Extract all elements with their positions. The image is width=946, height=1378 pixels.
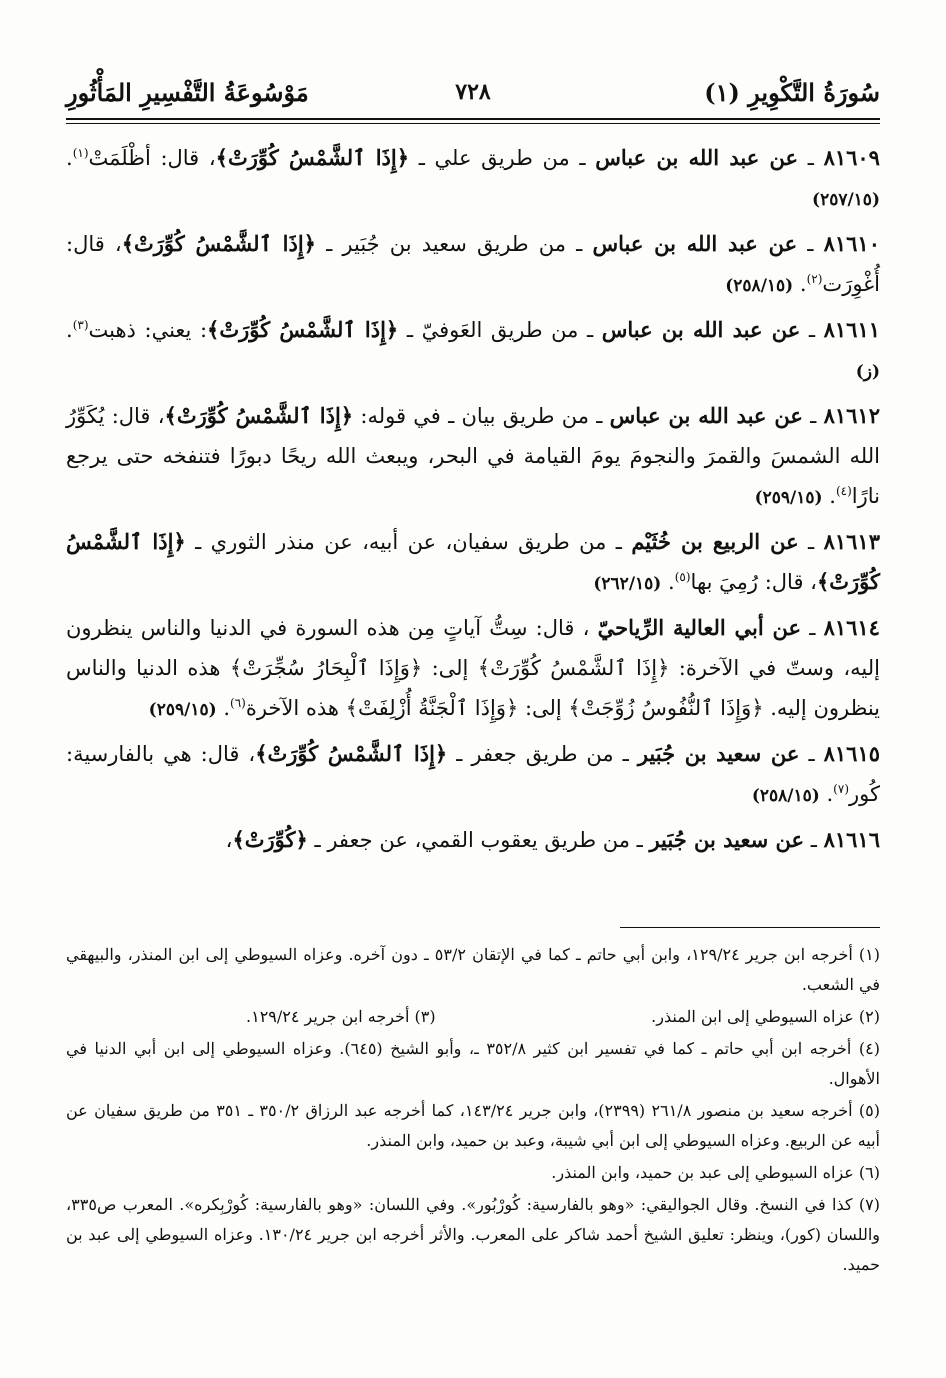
entry-quran: ﴿كُوِّرَتْ﴾ [232,827,308,852]
entry-reference: (٢٦٢/١٥) [593,574,662,594]
entry-number: ٨١٦١٤ [823,615,880,640]
entry-chain: ـ من طريق جعفر ـ [456,742,629,766]
entry-quran: ﴿إِذَا ٱلشَّمْسُ كُوِّرَتْ﴾ [164,403,354,428]
narration-entry: ٨١٦١٤ ـ عن أبي العالية الرِّياحيّ ، قال: سِتُّ آياتٍ مِن هذه السورة في الدنيا والناس ينظرون إليه، وستّ في الآخرة: ﴿إِذَا ٱلشَّمْسُ كُوِّرَتْ﴾ إلى: ﴿وَإِذَا ٱلْبِحَارُ سُجِّرَتْ﴾ هذه الدنيا والناس ينظرون إليه. ﴿وَإِذَا ٱلنُّفُوسُ زُوِّجَتْ﴾ إلى: ﴿وَإِذَا ٱلْجَنَّةُ أُزْلِفَتْ﴾ هذه الآخرة$^{(٦)}$. (٢٥٩/١٥) [66,615,880,720]
entry-chain: ، قال: [535,616,590,640]
footnote-2: (٢) عزاه السيوطي إلى ابن المنذر. [651,1007,880,1026]
entries-list [66,138,880,862]
entry-tail: . [223,696,231,720]
narration-entry: ٨١٦١٠ ـ عن عبد الله بن عباس ـ من طريق سعيد بن جُبَير ـ ﴿إِذَا ٱلشَّمْسُ كُوِّرَتْ﴾، قال: أُغْوِرَت$^{(٢)}$. (٢٥٨/١٥) [66,231,880,296]
entry-tail: . [668,570,675,594]
entry-chain: ـ من طريق علي ـ [418,146,586,170]
entry-reference: (٢٥٩/١٥) [754,488,823,508]
entry-text: ، قال: رُمِيَ بها [690,570,817,594]
entry-reference: (ز) [855,362,880,382]
footnote-pair [66,1002,880,1032]
entry-text: : يعني: ذهبت [88,318,208,342]
entry-footnote-marker: (١) [72,146,89,160]
entry-narrator: عن عبد الله بن عباس [609,403,803,428]
narration-entry: ٨١٦١٥ ـ عن سعيد بن جُبَير ـ من طريق جعفر ـ ﴿إِذَا ٱلشَّمْسُ كُوِّرَتْ﴾، قال: هي بالفارسية: كُور$^{(٧)}$. (٢٥٨/١٥) [66,741,881,806]
header-rule-thin [66,123,880,124]
entry-quran: ﴿إِذَا ٱلشَّمْسُ كُوِّرَتْ﴾ [207,317,399,342]
entry-number: ٨١٦٠٩ [823,145,880,170]
entry-footnote-marker: (٢) [806,272,823,286]
entry-footnote-marker: (٥) [674,570,691,584]
entry-number: ٨١٦١٣ [823,529,880,554]
entry-quran: ﴿إِذَا ٱلشَّمْسُ كُوِّرَتْ﴾ [121,231,316,256]
footnote-5: (٥) أخرجه سعيد بن منصور ٢٦١/٨ (٢٣٩٩)، وابن جرير ١٤٣/٢٤، كما أخرجه عبد الرزاق ٣٥٠/٢ ـ ٣٥١ من طريق سفيان عن أبيه عن الربيع. وعزاه السيوطي إلى ابن أبي شيبة، وعبد بن حميد، وابن المنذر. [66,1101,880,1150]
entry-narrator: عن عبد الله بن عباس [601,317,801,342]
entry-narrator: عن عبد الله بن عباس [595,145,799,170]
footnote-separator [620,927,880,928]
entry-footnote-marker: (٦) [230,696,246,710]
footnote-3: (٣) أخرجه ابن جرير ١٢٩/٢٤. [246,1007,436,1026]
entry-reference: (٢٥٩/١٥) [148,700,217,720]
entry-text: ، قال: هي بالفارسية: كُور [66,742,880,806]
entry-narrator: عن عبد الله بن عباس [592,231,798,256]
page-header [66,62,880,122]
narration-entry: ٨١٦١٣ ـ عن الربيع بن خُثَيْم ـ من طريق سفيان، عن أبيه، عن منذر الثوري ـ ﴿إِذَا ٱلشَّمْسُ كُوِّرَتْ﴾، قال: رُمِيَ بها$^{(٥)}$. (٢٦٢/١٥) [66,529,880,594]
entry-quran: ﴿إِذَا ٱلشَّمْسُ كُوِّرَتْ﴾ [66,529,880,594]
entry-footnote-marker: (٣) [72,318,89,332]
narration-entry: ٨١٦١٢ ـ عن عبد الله بن عباس ـ من طريق بيان ـ في قوله: ﴿إِذَا ٱلشَّمْسُ كُوِّرَتْ﴾، قال: يُكَوِّرُ الله الشمسَ والقمرَ والنجومَ يومَ القيامة في البحر، ويبعث الله ريحًا دبورًا فتنفخه حتى يرجع نارًا$^{(٤)}$. (٢٥٩/١٥) [66,403,880,508]
entry-tail: . [66,318,73,342]
entry-chain: ـ من طريق يعقوب القمي، عن جعفر ـ [314,828,643,852]
entry-text: سِتُّ آياتٍ مِن هذه السورة في الدنيا والناس ينظرون إليه، وستّ في الآخرة: ﴿إِذَا ٱلشَّمْسُ كُوِّرَتْ﴾ إلى: ﴿وَإِذَا ٱلْبِحَارُ سُجِّرَتْ﴾ هذه الدنيا والناس ينظرون إليه. ﴿وَإِذَا ٱلنُّفُوسُ زُوِّجَتْ﴾ إلى: ﴿وَإِذَا ٱلْجَنَّةُ أُزْلِفَتْ﴾ هذه الآخرة [66,616,880,720]
entry-narrator: عن أبي العالية الرِّياحيّ [597,615,802,640]
entry-number: ٨١٦١٠ [823,231,880,256]
footnote-6: (٦) عزاه السيوطي إلى عبد بن حميد، وابن المنذر. [551,1163,880,1182]
entry-chain: ـ من طريق بيان ـ في قوله: [360,404,603,428]
entry-text: ، [225,828,233,852]
main-text [66,138,880,866]
entry-tail: . [799,272,807,296]
entry-number: ٨١٦١١ [823,317,881,342]
surah-title: سُورَةُ التَّكْوِيرِ (١) [704,77,880,107]
page-number: ٧٢٨ [455,79,491,105]
entry-reference: (٢٥٨/١٥) [725,276,794,296]
entry-footnote-marker: (٧) [833,782,849,796]
entry-tail: . [826,782,834,806]
entry-number: ٨١٦١٥ [823,741,881,766]
entry-text: ، قال: يُكَوِّرُ الله الشمسَ والقمرَ والنجومَ يومَ القيامة في البحر، ويبعث الله ريحًا دبورًا فتنفخه حتى يرجع نارًا [66,404,880,508]
entry-chain: ـ من طريق العَوفيّ ـ [406,318,594,342]
entry-reference: (٢٥٨/١٥) [751,786,820,806]
entry-text: ، قال: أظْلَمَتْ [88,146,216,170]
book-title: مَوْسُوعَةُ التَّفْسِيرِ المَأْثُورِ [66,77,309,107]
narration-entry: ٨١٦١١ ـ عن عبد الله بن عباس ـ من طريق العَوفيّ ـ ﴿إِذَا ٱلشَّمْسُ كُوِّرَتْ﴾: يعني: ذهبت$^{(٣)}$. (ز) [66,317,881,382]
narration-entry: ٨١٦١٦ ـ عن سعيد بن جُبَير ـ من طريق يعقوب القمي، عن جعفر ـ ﴿كُوِّرَتْ﴾، [225,827,880,852]
narration-entry: ٨١٦٠٩ ـ عن عبد الله بن عباس ـ من طريق علي ـ ﴿إِذَا ٱلشَّمْسُ كُوِّرَتْ﴾، قال: أظْلَمَتْ$^{(١)}$. (٢٥٧/١٥) [66,145,880,210]
entry-chain: ـ من طريق سعيد بن جُبَير ـ [326,232,583,256]
entry-chain: ـ من طريق سفيان، عن أبيه، عن منذر الثوري ـ [195,530,622,554]
entry-reference: (٢٥٧/١٥) [812,190,880,210]
entry-quran: ﴿إِذَا ٱلشَّمْسُ كُوِّرَتْ﴾ [255,741,448,766]
header-rule [66,118,880,120]
footnotes [66,940,880,1282]
entry-text: ، قال: أُغْوِرَت [66,232,880,296]
entry-narrator: عن سعيد بن جُبَير [637,741,800,766]
entry-footnote-marker: (٤) [835,484,852,498]
entry-tail: . [66,146,73,170]
footnote-4: (٤) أخرجه ابن أبي حاتم ـ كما في تفسير ابن كثير ٣٥٢/٨ ـ، وأبو الشيخ (٦٤٥). وعزاه السيوطي إلى ابن أبي الدنيا في الأهوال. [66,1039,881,1088]
footnote-7: (٧) كذا في النسخ. وقال الجواليقي: «وهو بالفارسية: كُورْبُور». وفي اللسان: «وهو بالفارسية: كُورْبِكره». المعرب ص٣٣٥، واللسان (كور)، وينظر: تعليق الشيخ أحمد شاكر على المعرب. والأثر أخرجه ابن جرير ١٣٠/٢٤. وعزاه السيوطي إلى عبد بن حميد. [66,1195,881,1274]
entry-narrator: عن سعيد بن جُبَير [649,827,805,852]
entry-tail: . [829,484,836,508]
footnote-1: (١) أخرجه ابن جرير ١٢٩/٢٤، وابن أبي حاتم ـ كما في الإتقان ٥٣/٢ ـ دون آخره. وعزاه السيوطي إلى ابن المنذر، والبيهقي في الشعب. [66,945,881,994]
entry-number: ٨١٦١٦ [823,827,880,852]
entry-narrator: عن الربيع بن خُثَيْم [631,529,799,554]
entry-number: ٨١٦١٢ [823,403,880,428]
entry-quran: ﴿إِذَا ٱلشَّمْسُ كُوِّرَتْ﴾ [215,145,410,170]
